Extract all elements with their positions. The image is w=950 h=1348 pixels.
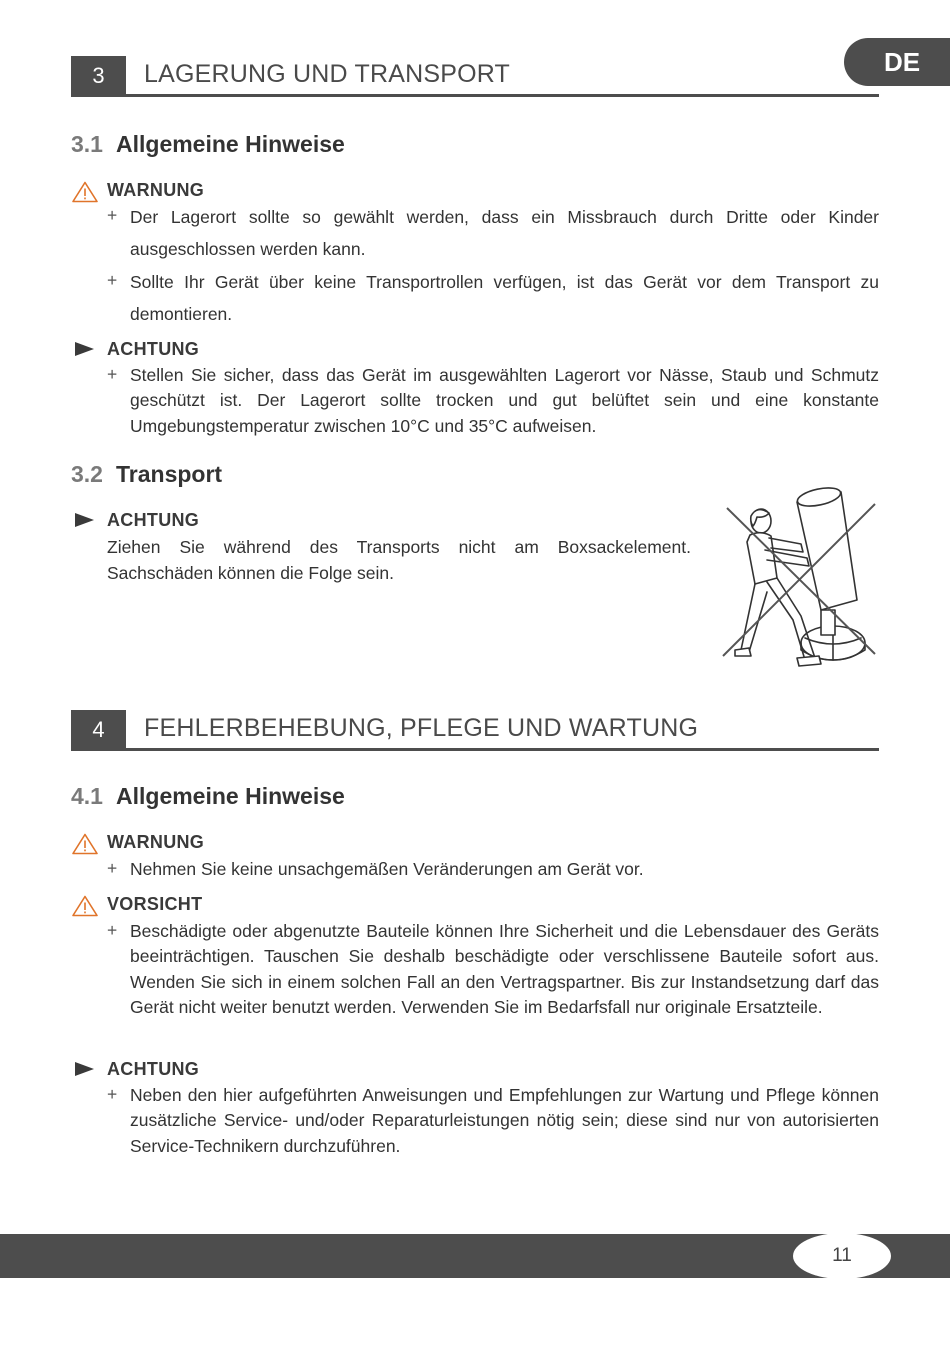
chapter-3-title: LAGERUNG UND TRANSPORT <box>144 60 511 88</box>
list-item-text: Nehmen Sie keine unsachgemäßen Veränderungen am Gerät vor. <box>130 859 644 879</box>
list-item <box>107 1083 879 1159</box>
chapter-4-title: FEHLERBEHEBUNG, PFLEGE UND WARTUNG <box>144 714 699 742</box>
list-item-text: Der Lagerort sollte so gewählt werden, dass ein Missbrauch durch Dritte oder Kinder ausgeschlossen werden kann. <box>130 207 879 259</box>
bullet-plus: + <box>107 205 118 225</box>
page-number: 11 <box>793 1233 891 1279</box>
list-item-text: Beschädigte oder abgenutzte Bauteile können Ihre Sicherheit und die Lebensdauer des Geräts beeinträchtigen. Tauschen Sie deshalb beschädigte oder verschlissene Bauteile sofort aus. Wenden Sie sich in einem solchen Fall an den Vertragspartner. Bis zur Instandsetzung darf das Gerät nicht weiter benutzt werden. Verwenden Sie im Bedarfsfall nur originale Ersatzteile. <box>130 921 879 1018</box>
attention-label: ACHTUNG <box>107 339 200 359</box>
chapter-3-rule <box>71 94 879 97</box>
attention-arrow-icon <box>72 340 98 362</box>
chapter-4-rule <box>71 748 879 751</box>
section-3-1-number: 3.1 <box>71 131 103 157</box>
list-item-text: Stellen Sie sicher, dass das Gerät im ausgewählten Lagerort vor Nässe, Staub und Schmutz geschützt ist. Der Lagerort sollte trocken und gut belüftet sein und eine konstante Umgebungstemperatur zwischen 10°C und 35°C aufweisen. <box>130 365 879 436</box>
section-3-1-title: Allgemeine Hinweise <box>116 131 345 157</box>
section-3-2-number: 3.2 <box>71 461 103 487</box>
section-4-1-title: Allgemeine Hinweise <box>116 783 345 809</box>
transport-illustration <box>705 480 895 670</box>
list-item-text: Neben den hier aufgeführten Anweisungen und Empfehlungen zur Wartung und Pflege können zusätzliche Service- und/oder Reparaturleistungen nötig sein; diese sind nur von autorisierten Service-Technikern durchzuführen. <box>130 1085 879 1156</box>
section-4-1-number: 4.1 <box>71 783 103 809</box>
bullet-plus: + <box>107 364 118 384</box>
attention-arrow-icon <box>72 511 98 533</box>
caution-label: VORSICHT <box>107 894 203 914</box>
language-code: DE <box>883 47 921 77</box>
attention-label: ACHTUNG <box>107 1059 200 1079</box>
bullet-plus: + <box>107 858 118 878</box>
warning-label: WARNUNG <box>107 180 205 200</box>
bullet-plus: + <box>107 920 118 940</box>
section-3-2-title: Transport <box>116 461 223 487</box>
warning-triangle-icon <box>72 181 98 203</box>
list-item <box>107 201 879 265</box>
list-item <box>107 857 879 882</box>
chapter-4-number: 4 <box>71 710 126 750</box>
list-item-text: Sollte Ihr Gerät über keine Transportrollen verfügen, ist das Gerät vor dem Transport zu demontieren. <box>130 272 879 324</box>
warning-label: WARNUNG <box>107 832 205 852</box>
attention-arrow-icon <box>72 1060 98 1082</box>
list-item <box>107 363 879 439</box>
transport-attention-text: Ziehen Sie während des Transports nicht am Boxsackelement. Sachschäden können die Folge sein. <box>107 537 691 583</box>
bullet-plus: + <box>107 1084 118 1104</box>
warning-triangle-icon <box>72 833 98 855</box>
chapter-3-number: 3 <box>71 56 126 96</box>
list-item <box>107 266 879 330</box>
caution-triangle-icon <box>72 895 98 917</box>
attention-label: ACHTUNG <box>107 510 200 530</box>
bullet-plus: + <box>107 270 118 290</box>
list-item <box>107 919 879 1021</box>
